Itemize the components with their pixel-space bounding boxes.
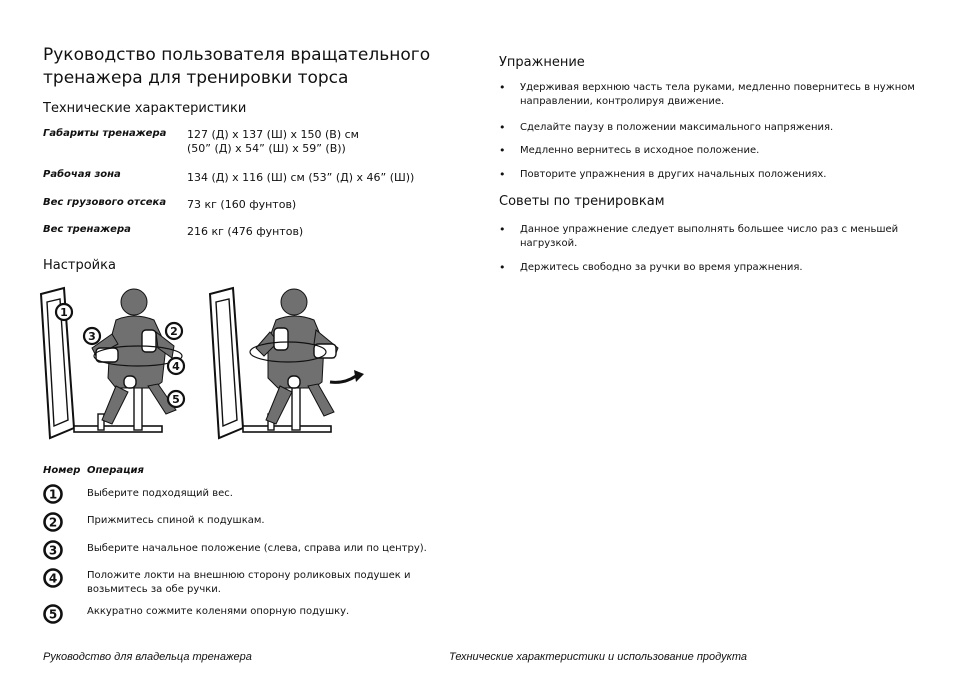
svg-text:1: 1 bbox=[60, 306, 68, 319]
tip-text: Данное упражнение следует выполнять большее число раз с меньшей нагрузкой. bbox=[520, 224, 899, 249]
col-number-header: Номер bbox=[43, 465, 81, 476]
operation-text-4: Положите локти на внешнюю сторону роликовых подушек и возьмитесь за обе ручки. bbox=[87, 570, 411, 595]
footer-right: Технические характеристики и использование продукта bbox=[449, 651, 748, 663]
operation-text-3: Выберите начальное положение (слева, справа или по центру). bbox=[87, 543, 427, 554]
callout-3-icon bbox=[84, 328, 100, 344]
svg-text:3: 3 bbox=[88, 330, 96, 343]
operation-text-5: Аккуратно сожмите коленями опорную подушку. bbox=[87, 606, 350, 617]
svg-text:4: 4 bbox=[48, 571, 58, 586]
callout-5-icon bbox=[168, 391, 184, 407]
exercise-step-text: Сделайте паузу в положении максимального напряжения. bbox=[520, 122, 834, 133]
spec-value-machine-weight: 216 кг (476 фунтов) bbox=[187, 225, 304, 238]
callout-1-icon bbox=[56, 304, 72, 320]
exercise-step-text: Медленно вернитесь в исходное положение. bbox=[520, 145, 760, 156]
number-4-icon bbox=[43, 568, 63, 588]
number-5-icon bbox=[43, 604, 63, 624]
number-3-icon bbox=[43, 540, 63, 560]
number-1-icon bbox=[43, 484, 63, 504]
spec-value-line: 127 (Д) x 137 (Ш) x 150 (В) см bbox=[187, 128, 359, 141]
svg-text:1: 1 bbox=[48, 487, 58, 502]
number-2-icon bbox=[43, 512, 63, 532]
operation-text-2: Прижмитесь спиной к подушкам. bbox=[87, 515, 265, 526]
exercise-heading: Упражнение bbox=[499, 55, 585, 70]
spec-label-work-area: Рабочая зона bbox=[43, 169, 121, 180]
bullet-icon: • bbox=[499, 223, 506, 236]
bullet-icon: • bbox=[499, 168, 506, 181]
svg-text:2: 2 bbox=[170, 325, 178, 338]
tips-heading: Советы по тренировкам bbox=[499, 194, 665, 209]
specs-heading: Технические характеристики bbox=[43, 101, 247, 116]
svg-text:5: 5 bbox=[48, 607, 58, 622]
callout-4-icon bbox=[168, 358, 184, 374]
svg-text:3: 3 bbox=[48, 543, 58, 558]
col-operation-header: Операция bbox=[87, 465, 144, 476]
spec-label-machine-weight: Вес тренажера bbox=[43, 224, 131, 235]
bullet-icon: • bbox=[499, 261, 506, 274]
tip-text: Держитесь свободно за ручки во время упражнения. bbox=[520, 262, 803, 273]
spec-value-line: (50” (Д) x 54” (Ш) x 59” (В)) bbox=[187, 142, 346, 155]
svg-text:5: 5 bbox=[172, 393, 180, 406]
spec-label-dimensions: Габариты тренажера bbox=[43, 128, 167, 139]
setup-heading: Настройка bbox=[43, 258, 116, 273]
svg-text:4: 4 bbox=[172, 360, 180, 373]
bullet-icon: • bbox=[499, 144, 506, 157]
bullet-icon: • bbox=[499, 121, 506, 134]
footer-left: Руководство для владельца тренажера bbox=[43, 651, 252, 663]
callout-2-icon bbox=[166, 323, 182, 339]
page-title: Руководство пользователя вращательного тренажера для тренировки торса bbox=[43, 45, 431, 88]
bullet-icon: • bbox=[499, 81, 506, 94]
spec-value-work-area: 134 (Д) x 116 (Ш) см (53” (Д) x 46” (Ш)) bbox=[187, 171, 415, 184]
exercise-step-text: Удерживая верхнюю часть тела руками, медленно повернитесь в нужном направлении, контролируя движение. bbox=[520, 82, 915, 107]
exercise-step-text: Повторите упражнения в других начальных положениях. bbox=[520, 169, 827, 180]
setup-illustration bbox=[38, 286, 368, 448]
spec-value-dimensions bbox=[187, 128, 447, 156]
spec-label-weight-stack: Вес грузового отсека bbox=[43, 197, 167, 208]
rotation-arrow-icon bbox=[330, 370, 364, 382]
operation-text-1: Выберите подходящий вес. bbox=[87, 488, 233, 499]
spec-value-weight-stack: 73 кг (160 фунтов) bbox=[187, 198, 297, 211]
svg-text:2: 2 bbox=[48, 515, 58, 530]
